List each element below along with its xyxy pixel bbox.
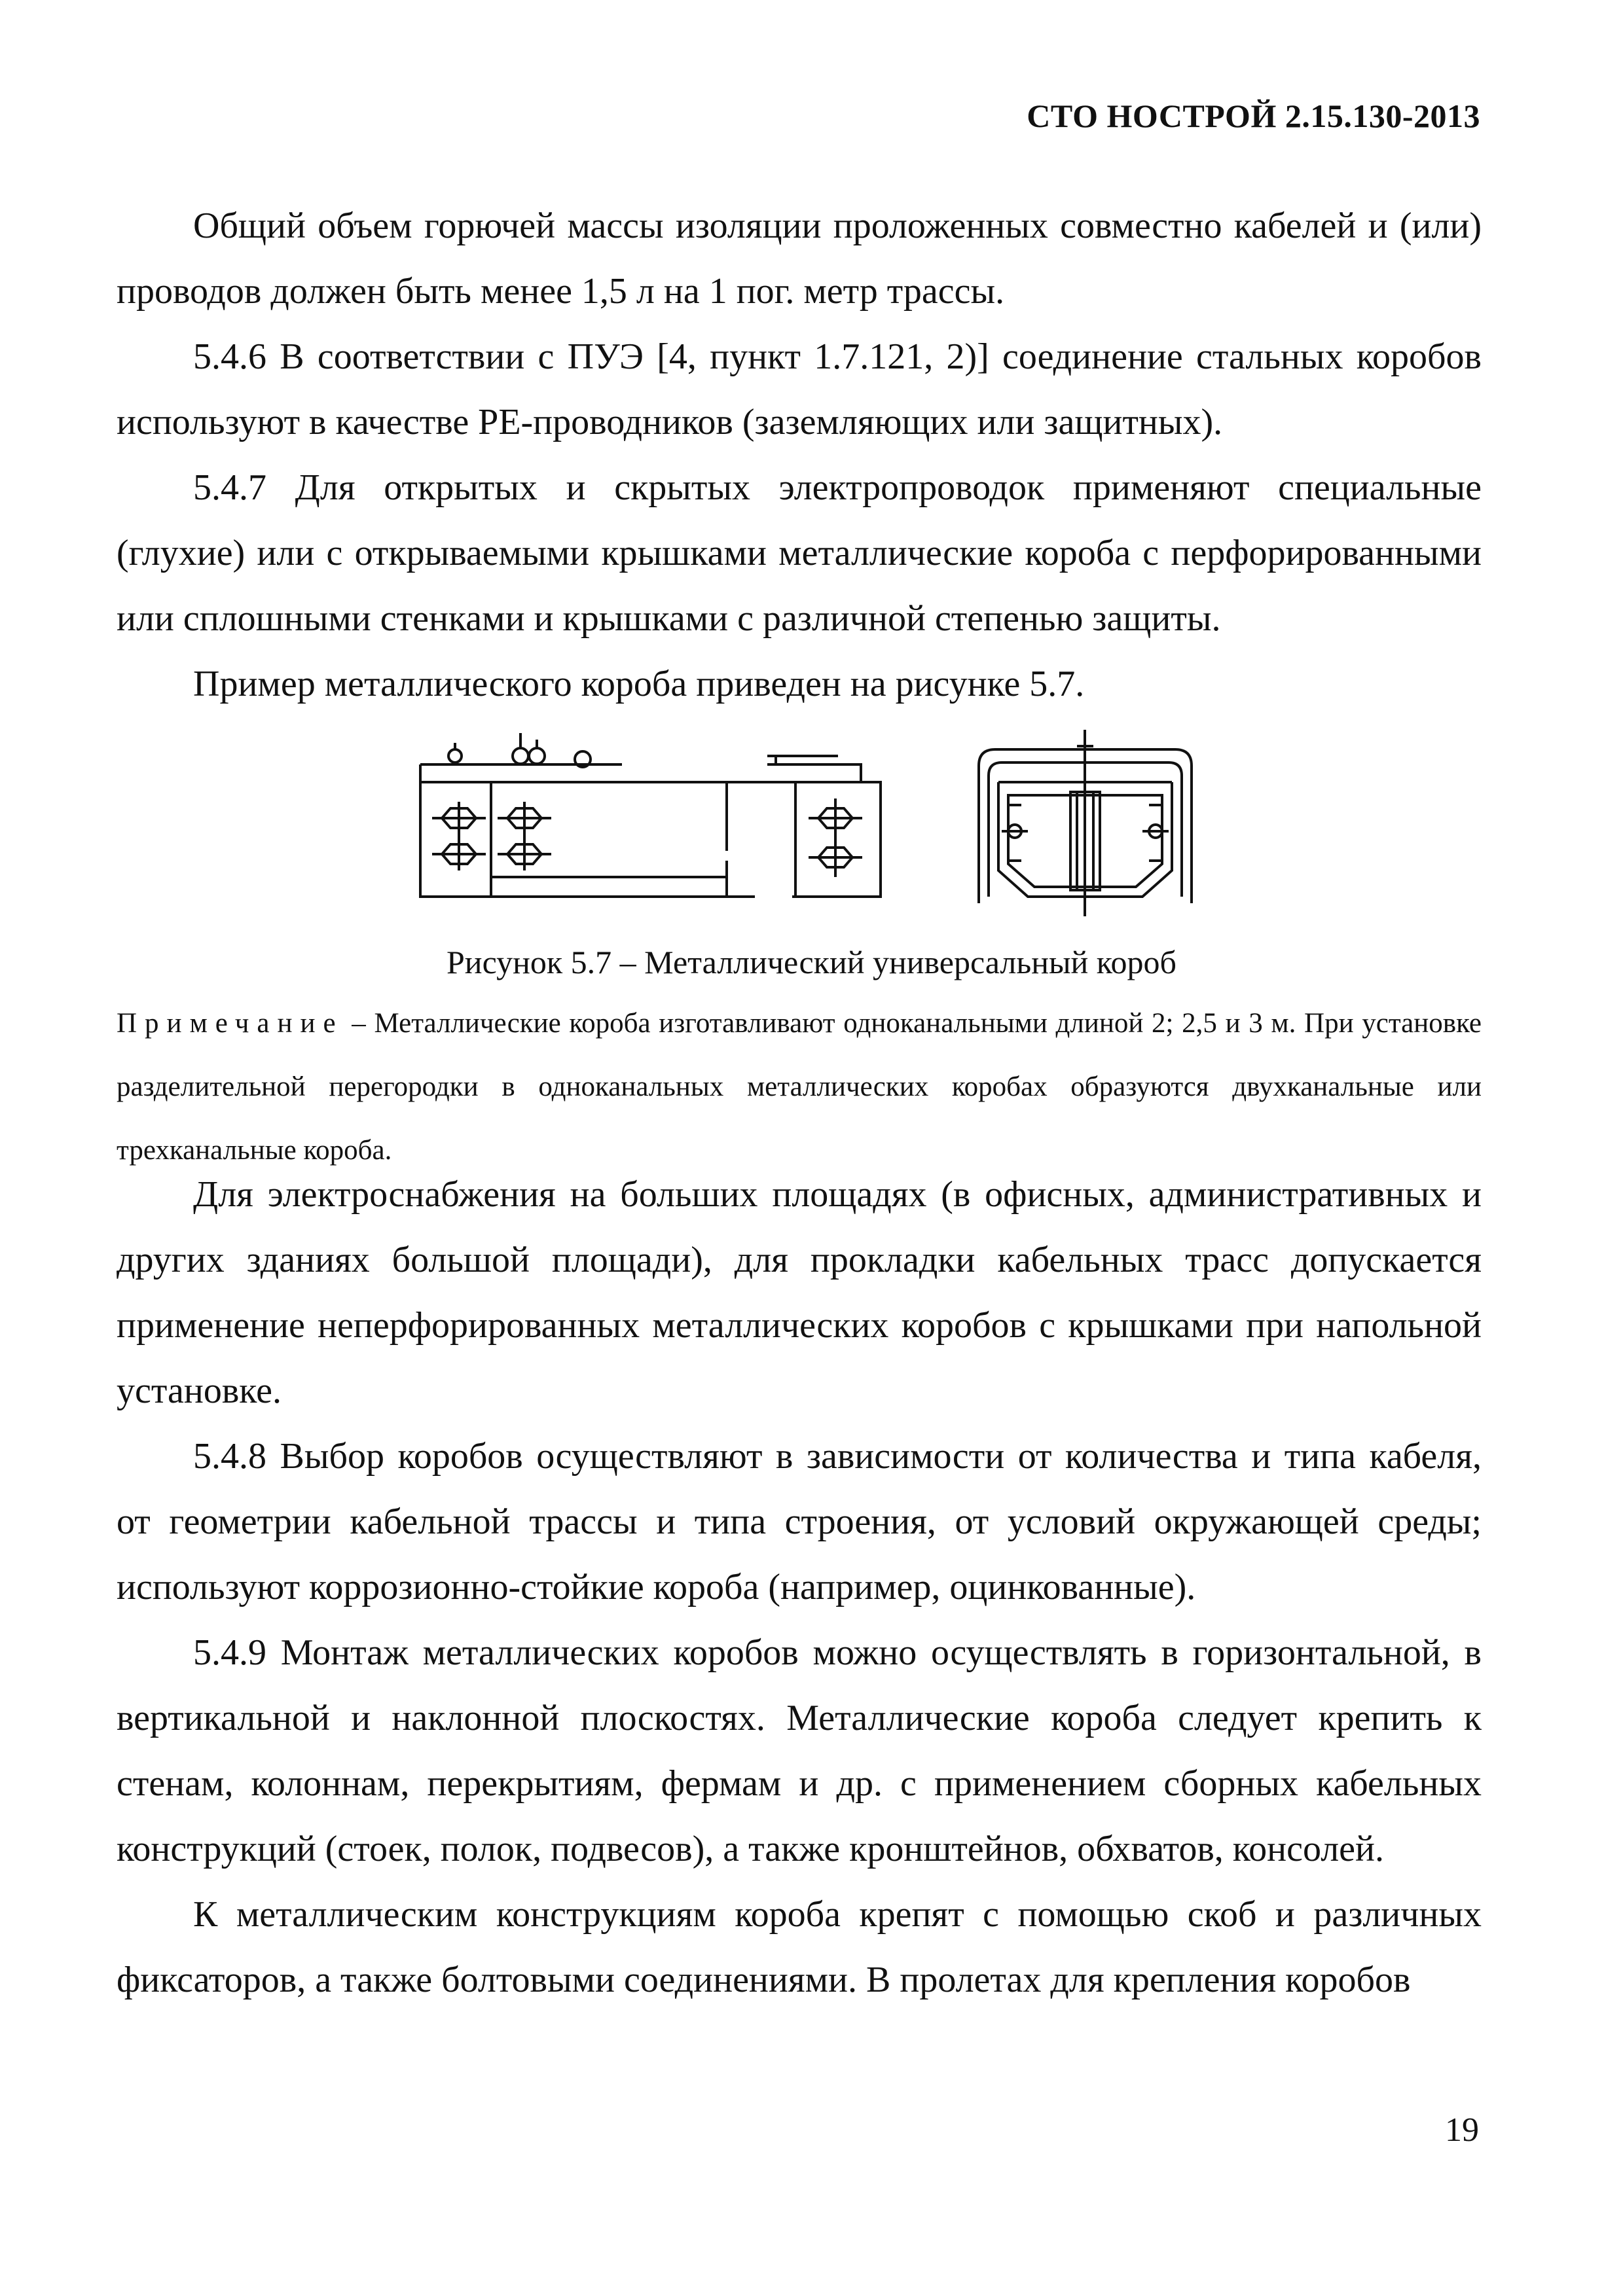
lid-screw-1 [448,749,462,762]
paragraph-large-areas: Для электроснабжения на больших площадях (в офисных, административных и других зданиях большой площади), для прокладки кабельных трасс допускается применение неперфорированных металлических коробов с крышками при напольной установке. [117,1174,1482,1411]
lid-screw-3 [529,748,545,764]
connector-bolts [432,798,862,877]
note-text: – Металлические короба изготавливают одноканальными длиной 2; 2,5 и 3 м. При установке разделительной перегородки в одноканальных металлических коробах образуются двухканальные или трехканальные короба. [117,1008,1482,1166]
paragraph-combustible-mass: Общий объем горючей массы изоляции проложенных совместно кабелей и (или) проводов должен быть менее 1,5 л на 1 пог. метр трассы. [117,206,1482,312]
paragraph-5-4-7: 5.4.7 Для открытых и скрытых электропроводок применяют специальные (глухие) или с открываемыми крышками металлические короба с перфорированными или сплошными стенками и крышками с различной степенью защиты. [117,467,1482,639]
document-code-header: СТО НОСТРОЙ 2.15.130-2013 [1027,98,1480,134]
metal-duct-drawing [386,720,1257,916]
paragraph-fastening: К металлическим конструкциям короба крепят с помощью скоб и различных фиксаторов, а также болтовыми соединениями. В пролетах для крепления коробов [117,1894,1482,2000]
duct-cross-section [979,730,1192,916]
note-label: Примечание [117,1008,344,1039]
lid-screw-stems [520,733,537,748]
duct-lid-outline [420,764,861,782]
figure-caption: Рисунок 5.7 – Металлический универсальный короб [447,944,1176,980]
paragraph-5-4-8: 5.4.8 Выбор коробов осуществляют в зависимости от количества и типа кабеля, от геометрии кабельной трассы и типа строения, от условий окружающей среды; используют коррозионно-стойкие короба (например, оцинкованные). [117,1436,1482,1607]
paragraph-5-4-6: 5.4.6 В соответствии с ПУЭ [4, пункт 1.7.121, 2)] соединение стальных коробов используют в качестве РЕ-проводников (заземляющих или защитных). [117,336,1482,442]
figure-note [117,992,1482,1182]
lid-screw-2 [513,748,528,764]
paragraph-figure-reference: Пример металлического короба приведен на рисунке 5.7. [193,664,1085,704]
paragraph-group-top [117,193,1482,717]
paragraph-group-bottom [117,1162,1482,2013]
paragraph-5-4-9: 5.4.9 Монтаж металлических коробов можно осуществлять в горизонтальной, в вертикальной и наклонной плоскостях. Металлические короба следует крепить к стенам, колоннам, перекрытиям, фермам и др. с применением сборных кабельных конструкций (стоек, полок, подвесов), а также кронштейнов, обхватов, консолей. [117,1632,1482,1869]
duct-body-left [420,782,755,897]
figure-metal-duct [386,720,1257,916]
page-number: 19 [1445,2111,1479,2149]
